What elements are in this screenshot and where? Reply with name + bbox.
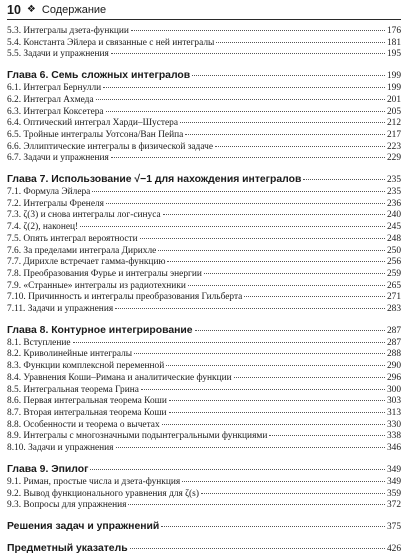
chapter-heading-label: Предметный указатель <box>7 542 128 554</box>
dot-leader <box>185 134 385 135</box>
chapter-heading[interactable] <box>7 69 401 83</box>
toc-entry-page: 235 <box>386 187 401 198</box>
chapter-group <box>7 316 401 455</box>
toc-entry[interactable] <box>7 500 401 512</box>
chapter-heading-page: 287 <box>386 325 401 336</box>
toc-entry-page: 236 <box>386 198 401 209</box>
toc-entry-page: 338 <box>386 431 401 442</box>
toc-entry[interactable] <box>7 257 401 269</box>
toc-entry-page: 359 <box>386 488 401 499</box>
toc-entry-label: 5.5. Задачи и упражнения <box>7 49 109 60</box>
toc-entry[interactable] <box>7 187 401 199</box>
toc-entry[interactable] <box>7 385 401 397</box>
dot-leader <box>90 469 385 470</box>
toc-entry-label: 8.6. Первая интегральная теорема Коши <box>7 396 167 407</box>
toc-entry-page: 259 <box>386 268 401 279</box>
dot-leader <box>188 285 385 286</box>
toc-entry[interactable] <box>7 49 401 61</box>
toc-entry-page: 245 <box>386 222 401 233</box>
toc-entry[interactable] <box>7 477 401 489</box>
toc-entry[interactable] <box>7 292 401 304</box>
chapter-group <box>7 512 401 534</box>
toc-entry[interactable] <box>7 234 401 246</box>
chapter-heading-page: 199 <box>386 71 401 82</box>
toc-entry[interactable] <box>7 420 401 432</box>
chapter-group <box>7 165 401 316</box>
toc-entry-label: 8.3. Функции комплексной переменной <box>7 361 165 372</box>
dot-leader <box>106 203 385 204</box>
toc-entry-page: 229 <box>386 153 401 164</box>
toc-entry[interactable] <box>7 222 401 234</box>
dot-leader <box>111 157 385 158</box>
toc-entry[interactable] <box>7 373 401 385</box>
toc-entry[interactable] <box>7 489 401 501</box>
toc-entry-page: 199 <box>386 83 401 94</box>
toc-entry[interactable] <box>7 443 401 455</box>
dot-leader <box>234 377 385 378</box>
toc-entry-page: 349 <box>386 476 401 487</box>
toc-entry[interactable] <box>7 338 401 350</box>
dot-leader <box>169 400 385 401</box>
dot-leader <box>111 53 385 54</box>
toc-entry-page: 201 <box>386 94 401 105</box>
toc-entry-label: 8.7. Вторая интегральная теорема Коши <box>7 407 167 418</box>
dot-leader <box>103 87 385 88</box>
toc-entry-page: 240 <box>386 210 401 221</box>
dot-leader <box>158 250 385 251</box>
toc-entry[interactable] <box>7 26 401 38</box>
toc-entry-label: 7.11. Задачи и упражнения <box>7 304 114 315</box>
dot-leader <box>128 504 385 505</box>
toc-entry-label: 8.5. Интегральная теорема Грина <box>7 384 139 395</box>
toc-entry-page: 287 <box>386 337 401 348</box>
dot-leader <box>115 308 385 309</box>
toc-entry[interactable] <box>7 142 401 154</box>
toc-entry[interactable] <box>7 246 401 258</box>
toc-entry-label: 8.10. Задачи и упражнения <box>7 443 114 454</box>
toc-entry-label: 7.5. Опять интеграл вероятности <box>7 233 138 244</box>
toc-entry-label: 9.3. Вопросы для упражнения <box>7 500 127 511</box>
dot-leader <box>96 99 385 100</box>
page-header <box>7 0 401 20</box>
toc-entry-label: 5.3. Интегралы дзета-функции <box>7 26 129 36</box>
toc-entry[interactable] <box>7 269 401 281</box>
chapter-heading[interactable] <box>7 173 401 187</box>
toc-entry-page: 256 <box>386 257 401 268</box>
toc-entry-page: 290 <box>386 361 401 372</box>
toc-entry[interactable] <box>7 38 401 50</box>
toc-entry-label: 7.6. За пределами интеграла Дирихле <box>7 245 157 256</box>
dot-leader <box>182 481 385 482</box>
dot-leader <box>180 122 385 123</box>
chapter-heading-page: 235 <box>386 175 401 186</box>
toc-entry[interactable] <box>7 210 401 222</box>
dot-leader <box>134 353 385 354</box>
toc-entry-page: 248 <box>386 233 401 244</box>
toc-entry-page: 283 <box>386 304 401 315</box>
toc-entry[interactable] <box>7 304 401 316</box>
table-of-contents <box>7 26 401 556</box>
toc-entry-page: 265 <box>386 280 401 291</box>
toc-entry[interactable] <box>7 153 401 165</box>
dot-leader <box>162 424 385 425</box>
toc-entry[interactable] <box>7 408 401 420</box>
toc-entry-page: 372 <box>386 500 401 511</box>
toc-entry-page: 346 <box>386 443 401 454</box>
toc-entry-page: 271 <box>386 292 401 303</box>
toc-entry-label: 7.8. Преобразования Фурье и интегралы энергии <box>7 268 202 279</box>
toc-entry-page: 205 <box>386 106 401 117</box>
chapter-heading-page: 426 <box>386 543 401 554</box>
dot-leader <box>73 342 385 343</box>
toc-entry-label: 7.10. Причинность и интегралы преобразования Гильберта <box>7 292 243 303</box>
page-number: 10 <box>7 2 21 17</box>
chapter-heading-label: Решения задач и упражнений <box>7 520 160 532</box>
dot-leader <box>80 226 385 227</box>
toc-entry-label: 8.1. Вступление <box>7 337 71 348</box>
toc-entry-label: 7.1. Формула Эйлера <box>7 187 91 198</box>
toc-entry-label: 6.2. Интеграл Ахмеда <box>7 94 94 105</box>
dot-leader <box>140 238 385 239</box>
chapter-heading-page: 349 <box>386 464 401 475</box>
toc-entry-page: 223 <box>386 141 401 152</box>
toc-entry-label: 8.2. Криволинейные интегралы <box>7 349 133 360</box>
toc-entry-page: 303 <box>386 396 401 407</box>
toc-entry-label: 7.9. «Странные» интегралы из радиотехники <box>7 280 186 291</box>
toc-entry-label: 6.5. Тройные интегралы Уотсона/Ван Пейпа <box>7 129 184 140</box>
dot-leader <box>215 146 385 147</box>
toc-entry-label: 8.4. Уравнения Коши–Римана и аналитические функции <box>7 372 232 383</box>
toc-entry[interactable] <box>7 118 401 130</box>
chapter-heading-page: 375 <box>386 521 401 532</box>
toc-entry-label: 7.2. Интегралы Френеля <box>7 198 104 209</box>
toc-entry[interactable] <box>7 396 401 408</box>
toc-entry-label: 7.3. ζ(3) и снова интегралы лог-синуса <box>7 210 161 221</box>
chapter-heading[interactable] <box>7 542 401 556</box>
diamond-ornament-icon: ❖ <box>26 4 36 15</box>
dot-leader <box>303 179 385 180</box>
dot-leader <box>269 435 385 436</box>
toc-entry[interactable] <box>7 361 401 373</box>
toc-entry-page: 181 <box>386 37 401 48</box>
toc-entry-label: 9.2. Вывод функционального уравнения для ζ(s) <box>7 488 199 499</box>
dot-leader <box>216 42 385 43</box>
toc-entry-label: 6.4. Оптический интеграл Харди–Шустера <box>7 118 178 129</box>
toc-entry-page: 217 <box>386 129 401 140</box>
toc-entry-label: 6.3. Интеграл Коксетера <box>7 106 104 117</box>
toc-entry-page: 330 <box>386 419 401 430</box>
toc-entry-page: 313 <box>386 407 401 418</box>
toc-entry-label: 6.1. Интеграл Бернулли <box>7 83 102 94</box>
dot-leader <box>130 548 385 549</box>
running-title: Содержание <box>41 3 107 16</box>
dot-leader <box>163 214 385 215</box>
dot-leader <box>131 30 385 31</box>
toc-entry[interactable] <box>7 349 401 361</box>
dot-leader <box>116 447 385 448</box>
chapter-heading-label: Глава 6. Семь сложных интегралов <box>7 70 191 82</box>
dot-leader <box>192 75 385 76</box>
chapter-heading[interactable] <box>7 324 401 338</box>
toc-entry-label: 7.4. ζ(2), наконец! <box>7 222 79 233</box>
toc-entry[interactable] <box>7 431 401 443</box>
chapter-heading[interactable] <box>7 520 401 534</box>
dot-leader <box>166 365 385 366</box>
toc-entry-label: 8.8. Особенности и теорема о вычетах <box>7 419 160 430</box>
toc-entry-label: 7.7. Дирихле встречает гамма-функцию <box>7 257 166 268</box>
toc-entry[interactable] <box>7 107 401 119</box>
toc-entry-page: 195 <box>386 49 401 60</box>
toc-entry[interactable] <box>7 281 401 293</box>
dot-leader <box>201 493 385 494</box>
toc-entry-page: 288 <box>386 349 401 360</box>
dot-leader <box>106 111 385 112</box>
dot-leader <box>204 273 385 274</box>
toc-entry-page: 212 <box>386 118 401 129</box>
toc-entry-label: 9.1. Риман, простые числа и дзета-функция <box>7 476 181 487</box>
chapter-heading[interactable] <box>7 463 401 477</box>
chapter-group <box>7 61 401 165</box>
toc-entry[interactable] <box>7 95 401 107</box>
toc-entry[interactable] <box>7 199 401 211</box>
dot-leader <box>92 191 385 192</box>
toc-entry-label: 8.9. Интегралы с многозначными подынтегральными функциями <box>7 431 268 442</box>
dot-leader <box>167 261 384 262</box>
toc-entry-label: 5.4. Константа Эйлера и связанные с ней интегралы <box>7 37 215 48</box>
toc-entry[interactable] <box>7 83 401 95</box>
dot-leader <box>169 412 385 413</box>
chapter-heading-label: Глава 7. Использование √−1 для нахождения интегралов <box>7 174 302 186</box>
toc-entry-page: 296 <box>386 372 401 383</box>
toc-entry-page: 300 <box>386 384 401 395</box>
dot-leader <box>195 330 385 331</box>
dot-leader <box>244 296 385 297</box>
chapter-group <box>7 534 401 556</box>
toc-entry-page: 176 <box>386 26 401 36</box>
toc-entry-label: 6.6. Эллиптические интегралы в физической задаче <box>7 141 213 152</box>
dot-leader <box>161 526 385 527</box>
chapter-heading-label: Глава 9. Эпилог <box>7 463 89 475</box>
toc-entry-page: 250 <box>386 245 401 256</box>
toc-entry[interactable] <box>7 130 401 142</box>
dot-leader <box>141 389 385 390</box>
toc-entry-label: 6.7. Задачи и упражнения <box>7 153 109 164</box>
chapter-heading-label: Глава 8. Контурное интегрирование <box>7 324 193 336</box>
chapter-group <box>7 455 401 512</box>
